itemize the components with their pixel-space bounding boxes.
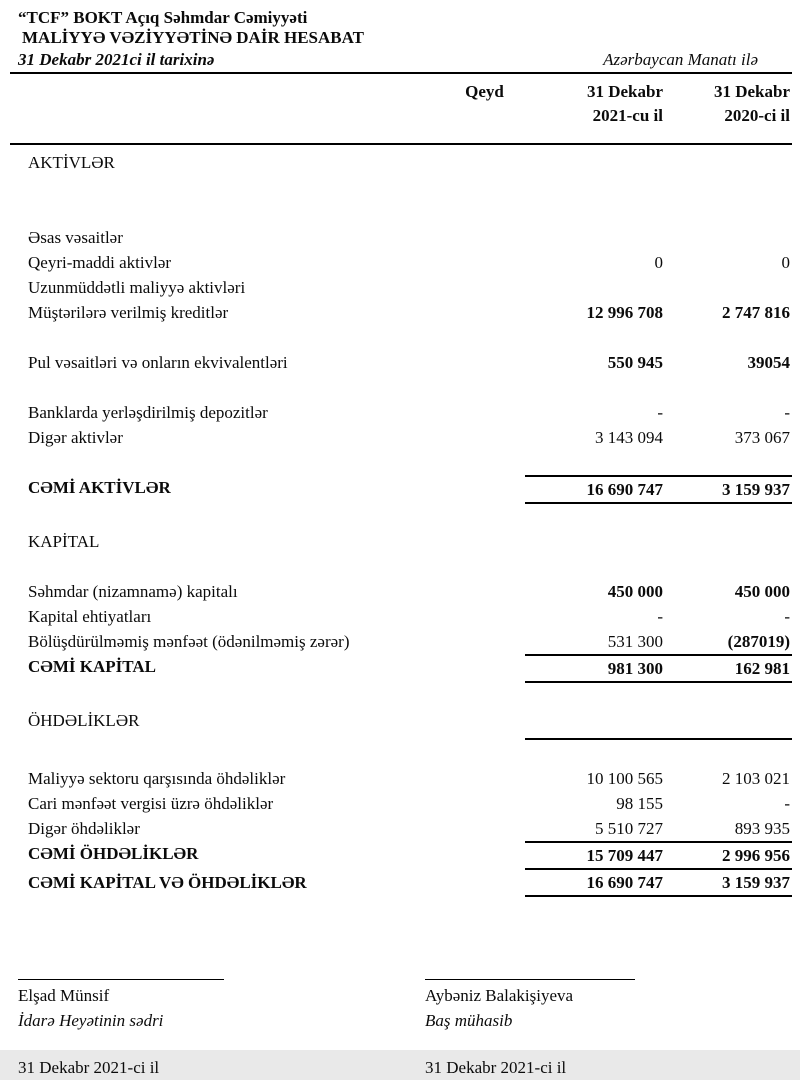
value-2021 xyxy=(525,150,665,175)
row-label: Cari mənfəət vergisi üzrə öhdəliklər xyxy=(28,794,274,813)
document-header xyxy=(10,8,792,145)
spacer-row xyxy=(10,683,792,708)
total-row xyxy=(10,870,792,897)
note-cell xyxy=(430,350,525,375)
row-label: Səhmdar (nizamnamə) kapitalı xyxy=(28,582,238,601)
signature-line xyxy=(425,977,635,980)
table-row xyxy=(10,425,792,450)
section-heading-row xyxy=(10,529,792,554)
row-label: Digər aktivlər xyxy=(28,428,123,447)
row-label: Digər öhdəliklər xyxy=(28,819,140,838)
column-header-2020 xyxy=(665,80,792,128)
row-label: KAPİTAL xyxy=(28,532,100,551)
value-2021: 12 996 708 xyxy=(586,303,663,322)
value-2021: 981 300 xyxy=(525,654,665,683)
value-2021: - xyxy=(657,403,663,422)
note-cell xyxy=(430,708,525,733)
table-row xyxy=(10,791,792,816)
signatory-name: Aybəniz Balakişiyeva xyxy=(425,986,574,1005)
spacer-row xyxy=(10,325,792,350)
table-row xyxy=(10,579,792,604)
company-name: “TCF” BOKT Açıq Səhmdar Cəmiyyəti xyxy=(18,8,308,27)
signature-date-left: 31 Dekabr 2021-ci il xyxy=(18,1058,160,1077)
value-2021: - xyxy=(657,607,663,626)
row-label: AKTİVLƏR xyxy=(28,153,115,172)
value-2020 xyxy=(665,225,792,250)
value-2020: - xyxy=(784,794,790,813)
row-label: Müştərilərə verilmiş kreditlər xyxy=(28,303,229,322)
value-2021 xyxy=(525,708,665,733)
value-2021 xyxy=(525,275,665,300)
value-2020: 3 159 937 xyxy=(665,870,792,897)
spacer-row xyxy=(10,375,792,400)
value-2021: 550 945 xyxy=(607,353,663,372)
value-2021: 3 143 094 xyxy=(595,428,663,447)
row-label: CƏMİ ÖHDƏLİKLƏR xyxy=(28,844,199,863)
note-cell xyxy=(430,766,525,791)
table-row xyxy=(10,766,792,791)
table-row xyxy=(10,275,792,300)
value-2021: 98 155 xyxy=(616,794,663,813)
row-label: ÖHDƏLİKLƏR xyxy=(28,711,140,730)
value-2020: 893 935 xyxy=(734,819,790,838)
note-cell xyxy=(430,816,525,841)
signature-section xyxy=(10,977,792,1033)
value-2021: 450 000 xyxy=(607,582,663,601)
currency-note: Azərbaycan Manatı ilə xyxy=(603,50,758,69)
value-2021: 16 690 747 xyxy=(525,475,665,504)
spacer-row xyxy=(10,504,792,529)
note-cell xyxy=(430,870,525,897)
value-2020: (287019) xyxy=(727,632,790,651)
statement-title: MALİYYƏ VƏZİYYƏTİNƏ DAİR HESABAT xyxy=(22,28,364,47)
row-label: Əsas vəsaitlər xyxy=(28,228,123,247)
statement-rows xyxy=(10,150,792,897)
note-cell xyxy=(430,400,525,425)
row-label: CƏMİ KAPİTAL VƏ ÖHDƏLİKLƏR xyxy=(28,873,307,892)
spacer-row xyxy=(10,175,792,200)
note-cell xyxy=(430,425,525,450)
value-2020: 162 981 xyxy=(665,654,792,683)
value-2020 xyxy=(665,708,792,733)
value-2020 xyxy=(665,529,792,554)
value-2021: 15 709 447 xyxy=(525,841,665,870)
value-2020: 373 067 xyxy=(734,428,790,447)
signatory-name: Elşad Münsif xyxy=(18,986,110,1005)
value-2020: 0 xyxy=(781,253,790,272)
label-column-header xyxy=(10,80,430,128)
value-2021: 0 xyxy=(654,253,663,272)
signatory-title: Baş mühasib xyxy=(425,1011,513,1030)
note-cell xyxy=(430,791,525,816)
value-2020: 3 159 937 xyxy=(665,475,792,504)
table-row xyxy=(10,300,792,325)
row-label: CƏMİ AKTİVLƏR xyxy=(28,478,171,497)
table-row xyxy=(10,629,792,654)
row-label: CƏMİ KAPİTAL xyxy=(28,657,156,676)
value-2021: 531 300 xyxy=(607,632,663,651)
column-header-2020-line1: 31 Dekabr xyxy=(713,82,790,101)
value-2020: 2 996 956 xyxy=(665,841,792,870)
total-row xyxy=(10,841,792,870)
spacer-row xyxy=(10,554,792,579)
value-2021: 16 690 747 xyxy=(525,870,665,897)
row-label: Qeyri-maddi aktivlər xyxy=(28,253,172,272)
value-2021: 5 510 727 xyxy=(595,819,663,838)
row-label: Uzunmüddətli maliyyə aktivləri xyxy=(28,278,246,297)
note-cell xyxy=(430,841,525,870)
signature-date-right: 31 Dekabr 2021-ci il xyxy=(425,1058,567,1077)
value-2020: 2 103 021 xyxy=(722,769,790,788)
signature-block-chairman xyxy=(18,977,425,1033)
note-cell xyxy=(430,225,525,250)
signature-dates xyxy=(10,1055,792,1080)
total-row xyxy=(10,654,792,683)
note-column-header: Qeyd xyxy=(465,82,504,101)
note-cell xyxy=(430,300,525,325)
signatory-title: İdarə Heyətinin sədri xyxy=(18,1011,164,1030)
row-label: Banklarda yerləşdirilmiş depozitlər xyxy=(28,403,268,422)
value-2020 xyxy=(665,275,792,300)
table-row xyxy=(10,225,792,250)
value-2020: 450 000 xyxy=(734,582,790,601)
value-2020: 39054 xyxy=(747,353,790,372)
note-cell xyxy=(430,275,525,300)
row-label: Kapital ehtiyatları xyxy=(28,607,152,626)
value-2020: 2 747 816 xyxy=(722,303,790,322)
value-2021: 10 100 565 xyxy=(586,769,663,788)
value-2020: - xyxy=(784,403,790,422)
row-label: Pul vəsaitləri və onların ekvivalentləri xyxy=(28,353,288,372)
note-cell xyxy=(430,654,525,683)
value-2021 xyxy=(525,529,665,554)
note-cell xyxy=(430,529,525,554)
column-header-2021 xyxy=(525,80,665,128)
column-header-2020-line2: 2020-ci il xyxy=(724,106,790,125)
value-2020 xyxy=(665,150,792,175)
section-heading-row xyxy=(10,150,792,175)
total-row xyxy=(10,475,792,504)
signature-block-accountant xyxy=(425,977,792,1033)
table-row xyxy=(10,400,792,425)
column-headers xyxy=(10,74,792,145)
row-label xyxy=(10,738,430,766)
note-cell xyxy=(430,150,525,175)
subtitle-row xyxy=(10,48,792,74)
table-row xyxy=(10,816,792,841)
table-row xyxy=(10,350,792,375)
value-2020 xyxy=(665,738,792,766)
spacer-row xyxy=(10,450,792,475)
rule-row xyxy=(10,738,792,766)
note-cell xyxy=(430,738,525,766)
note-cell xyxy=(430,250,525,275)
spacer-row xyxy=(10,200,792,225)
statement-date: 31 Dekabr 2021ci il tarixinə xyxy=(18,50,215,69)
section-heading-row xyxy=(10,708,792,733)
note-cell xyxy=(430,604,525,629)
column-header-2021-line2: 2021-cu il xyxy=(592,106,663,125)
value-2021 xyxy=(525,225,665,250)
signature-line xyxy=(18,977,224,980)
note-cell xyxy=(430,629,525,654)
table-row xyxy=(10,250,792,275)
row-label: Maliyyə sektoru qarşısında öhdəliklər xyxy=(28,769,286,788)
row-label: Bölüşdürülməmiş mənfəət (ödənilməmiş zərər) xyxy=(28,632,350,651)
note-cell xyxy=(430,475,525,504)
table-row xyxy=(10,604,792,629)
note-cell xyxy=(430,579,525,604)
value-2020: - xyxy=(784,607,790,626)
value-2021 xyxy=(525,738,665,766)
column-header-2021-line1: 31 Dekabr xyxy=(586,82,663,101)
